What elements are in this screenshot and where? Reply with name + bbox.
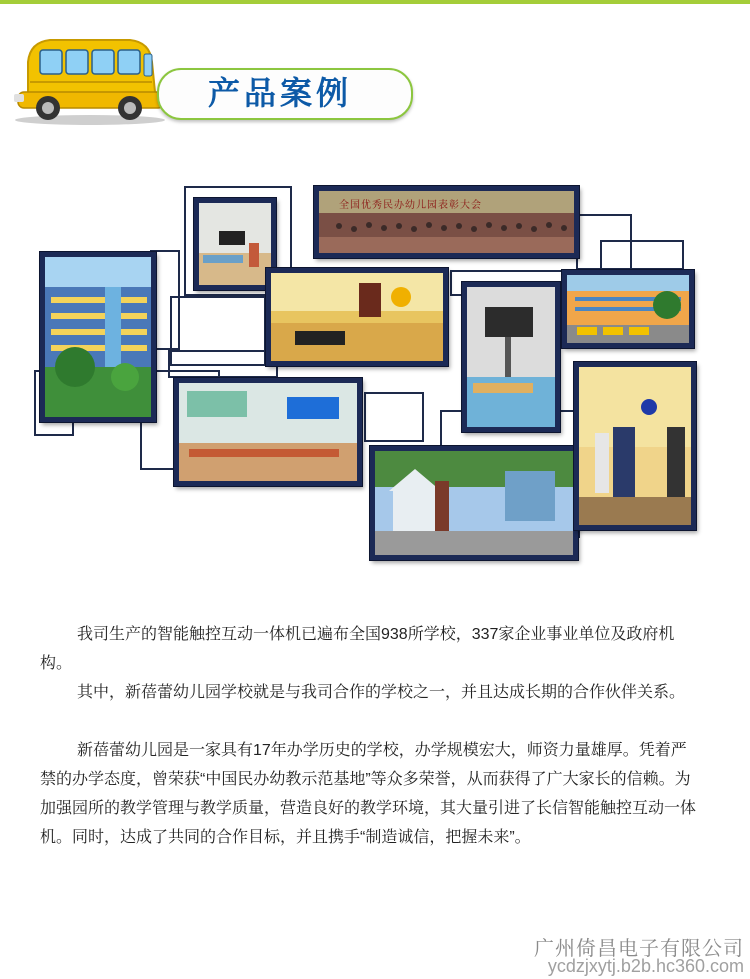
school-building-photo [40, 252, 156, 422]
classroom-tv-photo [194, 198, 276, 290]
school-buses-photo [562, 270, 694, 348]
page-title: 产品案例 [208, 74, 353, 112]
website-url: ycdzjxytj.b2b.hc360.com [547, 956, 744, 976]
classroom-desk-photo [462, 282, 560, 432]
collage-frame [600, 240, 684, 270]
kiosk-demo-photo [574, 362, 696, 530]
playground-photo [370, 446, 578, 560]
music-room-photo [266, 268, 448, 366]
group-photo-banner: 全国优秀民办幼儿园表彰大会 [339, 200, 482, 211]
collage-frame [168, 350, 278, 378]
group-photo [314, 186, 579, 258]
company-name: 广州倚昌电子有限公司 [534, 938, 744, 960]
intro-paragraph: 我司生产的智能触控互动一体机已遍布全国938所学校，337家企业事业单位及政府机构。 [40, 626, 675, 672]
collage-frame [364, 392, 424, 442]
partner-paragraph: 其中，新蓓蕾幼儿园学校就是与我司合作的学校之一，并且达成长期的合作伙伴关系。 [77, 684, 686, 701]
display-screen-photo [174, 378, 362, 486]
school-description-paragraph: 新蓓蕾幼儿园是一家具有17年办学历史的学校，办学规模宏大，师资力量雄厚。凭着严禁的办学态度，曾荣获“中国民办幼教示范基地”等众多荣誉，从而获得了广大家长的信赖。为加强园所的教学管理与教学质量，营造良好的教学环境，其大量引进了长信智能触控互动一体机。同时，达成了共同的合作目标，并且携手“制造诚信，把握未来”。 [40, 742, 697, 846]
